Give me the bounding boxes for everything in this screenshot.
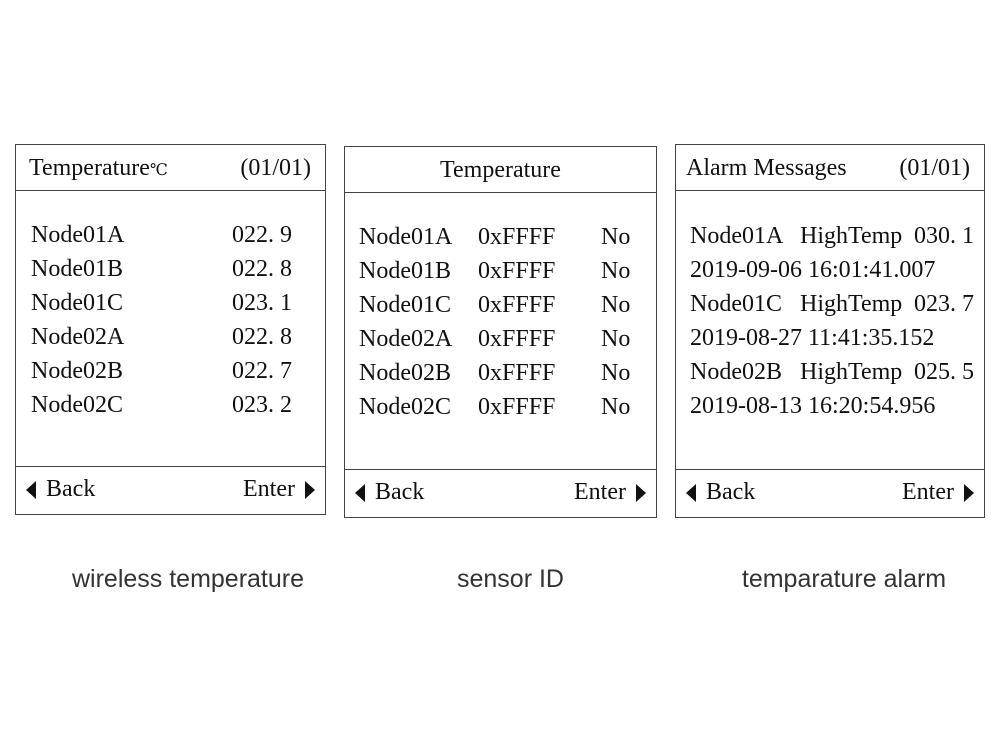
panel-footer bbox=[676, 469, 984, 517]
triangle-right-icon bbox=[964, 484, 974, 502]
panel-title: Alarm Messages bbox=[686, 155, 847, 181]
alarm-value: 025. 5 bbox=[914, 359, 974, 385]
alarm-timestamp: 2019-08-27 11:41:35.152 bbox=[690, 325, 935, 351]
status-value: No bbox=[601, 258, 631, 284]
node-name: Node02A bbox=[31, 324, 125, 350]
caption-temperature-alarm: temparature alarm bbox=[741, 565, 947, 593]
panel-header bbox=[345, 147, 656, 193]
triangle-right-icon bbox=[636, 484, 646, 502]
list-item[interactable] bbox=[16, 252, 325, 286]
status-value: No bbox=[601, 292, 631, 318]
page-indicator: (01/01) bbox=[899, 155, 970, 181]
temperature-panel bbox=[15, 144, 326, 515]
temperature-value: 022. 8 bbox=[232, 324, 292, 350]
node-name: Node01C bbox=[359, 292, 451, 318]
back-button[interactable]: Back bbox=[26, 467, 95, 511]
sensor-id: 0xFFFF bbox=[478, 292, 556, 318]
node-name: Node02B bbox=[359, 360, 451, 386]
alarm-item[interactable] bbox=[676, 219, 984, 253]
node-name: Node01A bbox=[690, 223, 784, 249]
list-item[interactable] bbox=[16, 354, 325, 388]
list-item[interactable] bbox=[16, 320, 325, 354]
node-name: Node01A bbox=[31, 222, 125, 248]
node-name: Node02B bbox=[31, 358, 123, 384]
triangle-right-icon bbox=[305, 481, 315, 499]
list-item[interactable] bbox=[345, 322, 656, 356]
page-indicator: (01/01) bbox=[240, 155, 311, 181]
list-item[interactable] bbox=[345, 220, 656, 254]
status-value: No bbox=[601, 394, 631, 420]
list-item[interactable] bbox=[16, 388, 325, 422]
node-name: Node01C bbox=[690, 291, 782, 317]
alarm-item[interactable] bbox=[676, 287, 984, 321]
enter-button[interactable]: Enter bbox=[902, 470, 974, 514]
alarm-value: 030. 1 bbox=[914, 223, 974, 249]
panel-header bbox=[676, 145, 984, 191]
back-button[interactable]: Back bbox=[355, 470, 424, 514]
status-value: No bbox=[601, 360, 631, 386]
triangle-left-icon bbox=[26, 481, 36, 499]
temperature-value: 023. 1 bbox=[232, 290, 292, 316]
triangle-left-icon bbox=[686, 484, 696, 502]
panel-title: Temperature bbox=[440, 157, 561, 183]
temperature-value: 022. 9 bbox=[232, 222, 292, 248]
node-name: Node01B bbox=[31, 256, 123, 282]
sensor-id: 0xFFFF bbox=[478, 360, 556, 386]
list-item[interactable] bbox=[345, 390, 656, 424]
alarm-value: 023. 7 bbox=[914, 291, 974, 317]
alarm-timestamp: 2019-09-06 16:01:41.007 bbox=[690, 257, 936, 283]
temperature-value: 023. 2 bbox=[232, 392, 292, 418]
alarm-item[interactable] bbox=[676, 355, 984, 389]
back-button[interactable]: Back bbox=[686, 470, 755, 514]
node-name: Node01B bbox=[359, 258, 451, 284]
sensor-id: 0xFFFF bbox=[478, 224, 556, 250]
node-name: Node01C bbox=[31, 290, 123, 316]
panel-footer bbox=[345, 469, 656, 517]
alarm-type: HighTemp bbox=[800, 291, 903, 317]
alarm-type: HighTemp bbox=[800, 359, 903, 385]
caption-sensor-id: sensor ID bbox=[457, 565, 564, 593]
node-name: Node02C bbox=[31, 392, 123, 418]
list-item[interactable] bbox=[345, 254, 656, 288]
node-name: Node02A bbox=[359, 326, 453, 352]
list-item[interactable] bbox=[16, 218, 325, 252]
sensor-id-panel bbox=[344, 146, 657, 518]
temperature-value: 022. 8 bbox=[232, 256, 292, 282]
triangle-left-icon bbox=[355, 484, 365, 502]
list-item[interactable] bbox=[345, 288, 656, 322]
caption-wireless-temperature: wireless temperature bbox=[71, 565, 305, 593]
panel-title: Temperature℃ bbox=[29, 155, 168, 181]
status-value: No bbox=[601, 224, 631, 250]
panel-footer bbox=[16, 466, 325, 514]
node-name: Node02C bbox=[359, 394, 451, 420]
sensor-id: 0xFFFF bbox=[478, 394, 556, 420]
panel-header bbox=[16, 145, 325, 191]
node-name: Node02B bbox=[690, 359, 782, 385]
enter-button[interactable]: Enter bbox=[243, 467, 315, 511]
temperature-value: 022. 7 bbox=[232, 358, 292, 384]
enter-button[interactable]: Enter bbox=[574, 470, 646, 514]
sensor-id: 0xFFFF bbox=[478, 258, 556, 284]
alarm-messages-panel bbox=[675, 144, 985, 518]
alarm-timestamp: 2019-08-13 16:20:54.956 bbox=[690, 393, 936, 419]
alarm-type: HighTemp bbox=[800, 223, 903, 249]
list-item[interactable] bbox=[16, 286, 325, 320]
node-name: Node01A bbox=[359, 224, 453, 250]
sensor-id: 0xFFFF bbox=[478, 326, 556, 352]
list-item[interactable] bbox=[345, 356, 656, 390]
status-value: No bbox=[601, 326, 631, 352]
